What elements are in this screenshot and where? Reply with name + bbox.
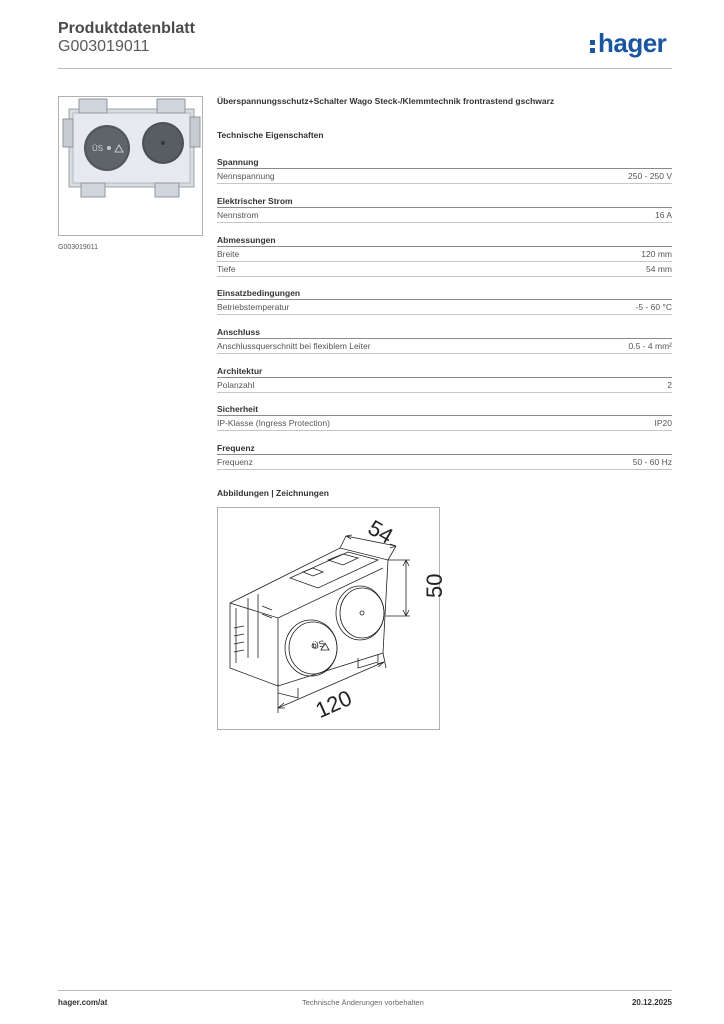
- property-value: 16 A: [654, 210, 672, 220]
- property-group-spannung: [217, 156, 672, 184]
- hager-logo: [590, 28, 666, 59]
- property-value: IP20: [654, 418, 672, 428]
- dimension-depth-label: 54: [363, 514, 398, 549]
- technical-properties-heading: Technische Eigenschaften: [217, 130, 324, 140]
- property-group-abmessungen: [217, 234, 672, 277]
- property-group-sicherheit: [217, 403, 672, 431]
- property-label: Nennstrom: [217, 210, 259, 220]
- property-label: Polanzahl: [217, 380, 255, 390]
- photo-label-text: ÜS: [92, 144, 104, 153]
- group-title: Architektur: [217, 365, 672, 378]
- property-row: [217, 300, 672, 315]
- dimension-drawing: [218, 508, 447, 729]
- footer-divider: [58, 990, 672, 991]
- property-group-anschluss: [217, 326, 672, 354]
- group-title: Anschluss: [217, 326, 672, 339]
- group-title: Frequenz: [217, 442, 672, 455]
- product-number: G003019011: [58, 38, 150, 55]
- property-value: 120 mm: [641, 249, 672, 259]
- property-value: 0.5 - 4 mm²: [628, 341, 672, 351]
- property-label: Nennspannung: [217, 171, 275, 181]
- footer-date: 20.12.2025: [631, 998, 672, 1007]
- product-photo-image: [59, 97, 202, 235]
- property-group-strom: [217, 195, 672, 223]
- property-label: Tiefe: [217, 264, 236, 274]
- property-row: [217, 247, 672, 262]
- property-label: Betriebstemperatur: [217, 302, 290, 312]
- group-title: Elektrischer Strom: [217, 195, 672, 208]
- property-row: [217, 208, 672, 223]
- group-title: Abmessungen: [217, 234, 672, 247]
- property-row: [217, 416, 672, 431]
- property-label: IP-Klasse (Ingress Protection): [217, 418, 330, 428]
- product-title: Überspannungsschutz+Schalter Wago Steck-/Klemmtechnik frontrastend gschwarz: [217, 96, 555, 106]
- page-title: Produktdatenblatt: [58, 20, 195, 37]
- property-row: [217, 455, 672, 470]
- property-value: 54 mm: [646, 264, 672, 274]
- group-title: Sicherheit: [217, 403, 672, 416]
- footer-website-link[interactable]: hager.com/at: [58, 998, 108, 1007]
- property-label: Breite: [217, 249, 240, 259]
- logo-dots-icon: [590, 38, 596, 54]
- figures-heading: Abbildungen | Zeichnungen: [217, 488, 329, 498]
- dimension-width-label: 120: [311, 685, 356, 723]
- property-group-einsatzbedingungen: [217, 287, 672, 315]
- property-label: Anschlussquerschnitt bei flexiblem Leiter: [217, 341, 371, 351]
- property-row: [217, 169, 672, 184]
- technical-drawing: [217, 507, 447, 730]
- property-group-frequenz: [217, 442, 672, 470]
- footer-disclaimer: Technische Änderungen vorbehalten: [302, 998, 424, 1007]
- property-group-architektur: [217, 365, 672, 393]
- property-value: 50 - 60 Hz: [632, 457, 672, 467]
- property-value: 2: [667, 380, 672, 390]
- product-photo: [58, 96, 203, 236]
- header-divider: [58, 68, 672, 69]
- property-row: [217, 339, 672, 354]
- group-title: Spannung: [217, 156, 672, 169]
- property-value: 250 - 250 V: [628, 171, 672, 181]
- group-title: Einsatzbedingungen: [217, 287, 672, 300]
- property-row: [217, 262, 672, 277]
- property-value: -5 - 60 °C: [635, 302, 672, 312]
- logo-text: hager: [598, 28, 667, 58]
- photo-caption: G003019011: [58, 244, 98, 251]
- drawing-label-text: ÜS: [311, 638, 326, 652]
- property-row: [217, 378, 672, 393]
- dimension-height-label: 50: [422, 573, 447, 598]
- property-label: Frequenz: [217, 457, 253, 467]
